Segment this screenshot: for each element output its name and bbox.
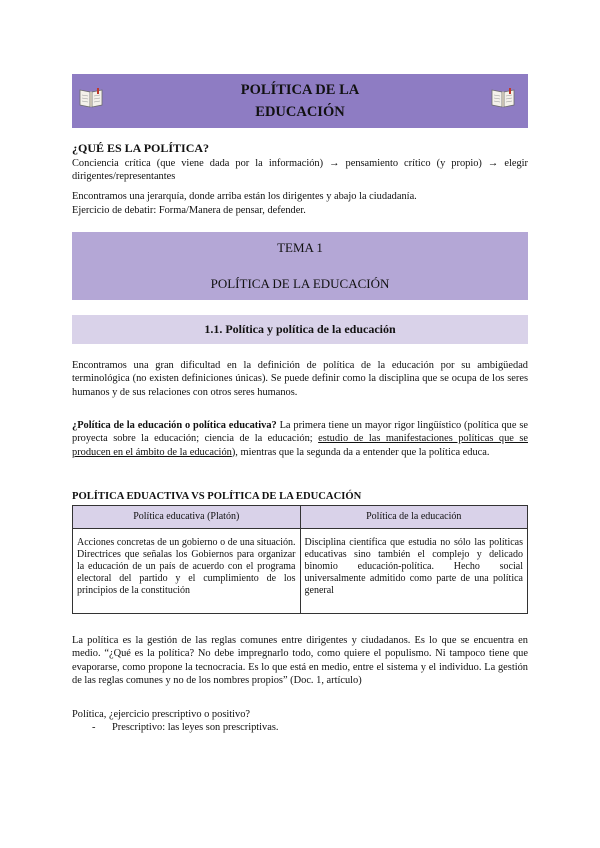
list-item xyxy=(92,722,279,733)
section-heading-que-es: ¿QUÉ ES LA POLÍTICA? xyxy=(72,141,210,155)
tema-banner xyxy=(72,232,528,300)
table-header-politica-de-la-educacion: Política de la educación xyxy=(300,506,528,529)
question-line: Política, ¿ejercicio prescriptivo o positivo? xyxy=(72,709,251,720)
body-paragraph-3: La política es la gestión de las reglas comunes entre dirigentes y ciudadanos. Es lo que se encuentra en medio. “¿Qué es la política? No debe impregnarlo todo, como quiere el populismo. Ni tampoco tiene que evaporarse, como propone la tecnocracia. Es lo que está en medio, entre el sistema y el individuo. La gestión de las reglas comunes y no de los nombres propios” (Doc. 1, artículo) xyxy=(72,635,528,687)
title-line-2: EDUCACIÓN xyxy=(255,104,345,120)
paragraph-2-underlined: estudio de las manifestaciones políticas que se producen en el ámbito de la educación xyxy=(72,433,528,458)
open-book-icon xyxy=(78,86,104,110)
comparison-table-title: POLÍTICA EDUACTIVA VS POLÍTICA DE LA EDUCACIÓN xyxy=(72,491,362,502)
table-cell-politica-de-la-educacion: Disciplina científica que estudia no sólo las políticas educativas sino también el complejo y delicado binomio educación-política. Hecho social universalmente admitido como parte de una política general xyxy=(300,529,528,614)
document-title xyxy=(241,79,359,123)
list-bullet-dash: - xyxy=(92,722,96,733)
open-book-icon xyxy=(490,86,516,110)
table-cell-politica-educativa: Acciones concretas de un gobierno o de una situación. Directrices que señalas los Gobiernos para organizar la educación de un país de acuerdo con el programa electoral del partido y el cumplimiento de los principios de la constitución xyxy=(73,529,301,614)
paragraph-2-text-a: La primera tiene un mayor rigor lingüístico (política que se proyecta sobre la educación; ciencia de la educación; xyxy=(72,420,528,445)
paragraph-2-text-b: ), mientras que la segunda da a entender que la política educa. xyxy=(231,446,490,458)
intro-line-3: Ejercicio de debatir: Forma/Manera de pensar, defender. xyxy=(72,205,306,216)
paragraph-2-bold-question: ¿Política de la educación o política educativa? xyxy=(72,420,277,431)
title-line-1: POLÍTICA DE LA xyxy=(240,82,360,98)
body-paragraph-1: Encontramos una gran dificultad en la definición de política de la educación por su ambigüedad terminológica (no existen definiciones únicas). Se puede definir como la disciplina que se ocupa de los seres humanos y de sus relaciones con otros seres humanos. xyxy=(72,360,528,398)
table-row xyxy=(73,529,528,614)
body-paragraph-2 xyxy=(72,419,528,459)
tema-number: TEMA 1 xyxy=(277,240,323,255)
intro-line-1: Conciencia crítica (que viene dada por la información) → pensamiento crítico (y propio) → elegir dirigentes/representantes xyxy=(72,158,528,183)
table-header-row xyxy=(73,506,528,529)
intro-line-2: Encontramos una jerarquía, donde arriba están los dirigentes y abajo la ciudadanía. xyxy=(72,191,417,202)
table-header-politica-educativa: Política educativa (Platón) xyxy=(73,506,301,529)
title-banner xyxy=(72,74,528,128)
section-title: 1.1. Política y política de la educación xyxy=(72,315,528,344)
list-item-text: Prescriptivo: las leyes son prescriptivas. xyxy=(112,722,279,733)
comparison-table xyxy=(72,505,528,614)
tema-name: POLÍTICA DE LA EDUCACIÓN xyxy=(210,276,390,291)
